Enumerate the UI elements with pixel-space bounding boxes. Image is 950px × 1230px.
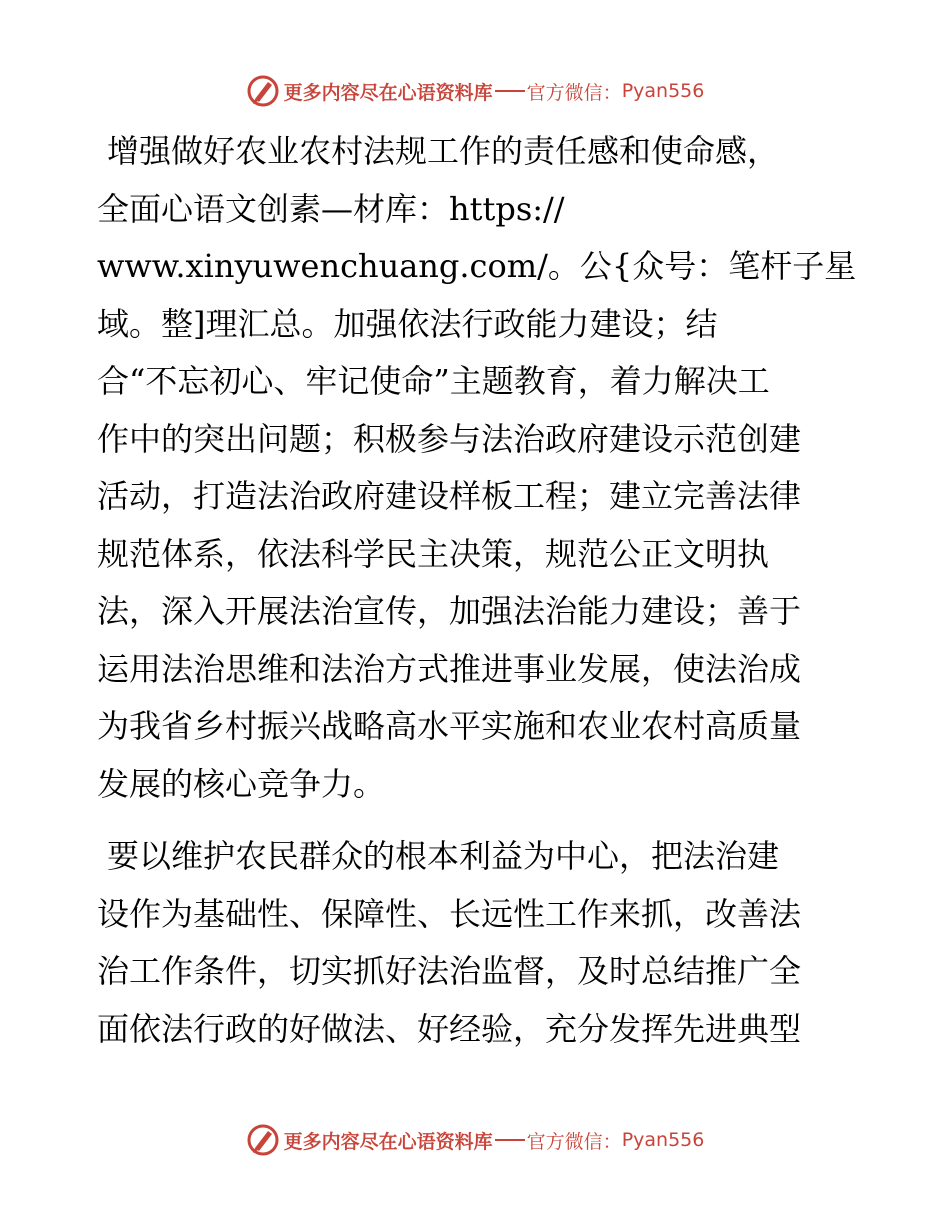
paragraph [97,828,857,1058]
text-line: 发展的核心竞争力。 [97,764,386,803]
text-line: 规范体系，依法科学民主决策，规范公正文明执 [97,534,770,573]
text-line: 增强做好农业农村法规工作的责任感和使命感， [107,132,780,170]
text-line: 设作为基础性、保障性、长远性工作来抓，改善法 [97,894,802,933]
text-line: 法，深入开展法治宣传，加强法治能力建设；善于 [97,592,802,630]
watermark-brand: 更多内容尽在心语资料库 [283,81,493,104]
watermark-brand: 更多内容尽在心语资料库 [283,1130,493,1153]
text-line: 作中的突出问题；积极参与法治政府建设示范创建 [97,419,802,458]
text-line: 域。整]理汇总。加强依法行政能力建设；结 [97,304,718,343]
header-watermark [0,71,950,111]
paragraph [97,123,857,813]
watermark-label: 官方微信： [526,1130,622,1153]
watermark-wechat-id: Pyan556 [621,1129,705,1151]
pen-logo-icon [246,74,280,108]
watermark-wechat-id: Pyan556 [621,80,705,102]
text-line: 治工作条件，切实抓好法治监督，及时总结推广全 [97,952,802,990]
text-line: www.xinyuwenchuang.com/。公{众号：笔杆子星 [97,247,857,285]
footer-watermark [0,1120,950,1160]
document-body [97,123,857,1058]
watermark-label: 官方微信： [526,81,622,104]
text-line: 为我省乡村振兴战略高水平实施和农业农村高质量 [97,707,802,745]
text-line: 运用法治思维和法治方式推进事业发展，使法治成 [97,649,802,688]
text-line: 全面心语文创素—材库：https:// [97,189,565,228]
watermark-dash [495,1139,525,1141]
watermark-dash [495,90,525,92]
text-line: 面依法行政的好做法、好经验，充分发挥先进典型 [97,1009,802,1048]
text-line: 合“不忘初心、牢记使命”主题教育，着力解决工 [97,362,770,400]
text-line: 活动，打造法治政府建设样板工程；建立完善法律 [97,477,802,515]
pen-logo-icon [246,1123,280,1157]
text-line: 要以维护农民群众的根本利益为中心，把法治建 [107,837,780,875]
